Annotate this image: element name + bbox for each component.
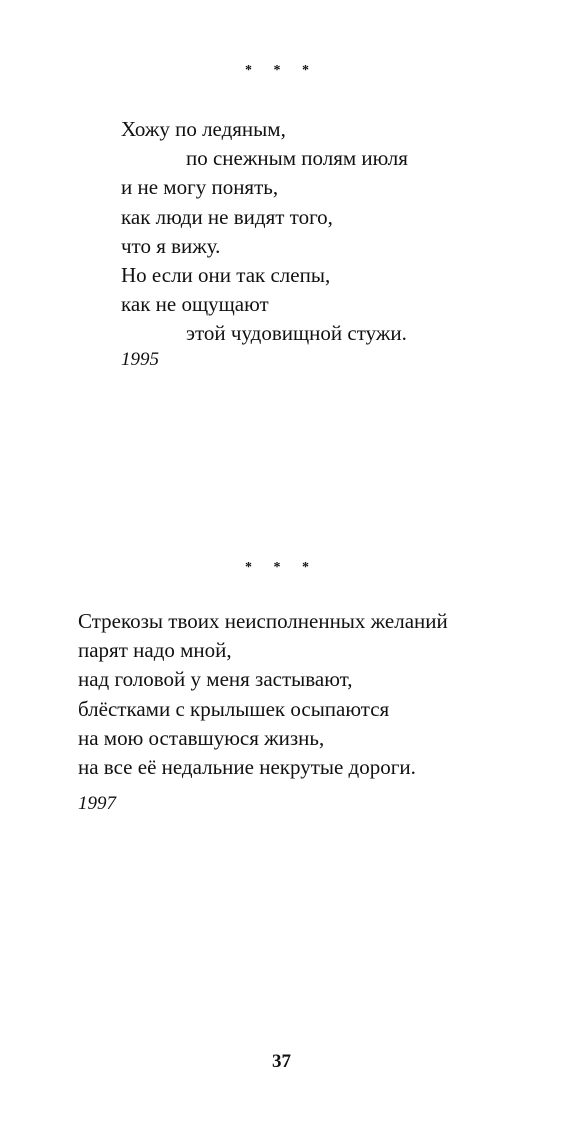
poem-1-line-4: как люди не видят того, bbox=[121, 204, 333, 229]
poem-2-line-1: Стрекозы твоих неисполненных желаний bbox=[78, 609, 448, 633]
poem-1-line-7: как не ощущают bbox=[121, 292, 269, 317]
poem-2-year: 1997 bbox=[78, 793, 116, 814]
poem-2-divider: * * * bbox=[245, 560, 318, 575]
poem-2 bbox=[78, 607, 448, 782]
poem-1-line-8: этой чудовищной стужи. bbox=[186, 321, 407, 346]
poem-1-line-6: Но если они так слепы, bbox=[121, 263, 331, 288]
poem-1-line-3: и не могу понять, bbox=[121, 175, 279, 200]
poem-2-line-5: на мою оставшуюся жизнь, bbox=[78, 725, 325, 750]
page-number: 37 bbox=[272, 1051, 291, 1072]
poem-2-line-4: блёстками с крылышек осыпаются bbox=[78, 696, 390, 721]
poem-1 bbox=[121, 115, 408, 349]
poem-2-line-3: над головой у меня застывают, bbox=[78, 667, 353, 692]
poem-1-line-5: что я вижу. bbox=[121, 233, 221, 258]
poem-1-line-2: по снежным полям июля bbox=[186, 146, 408, 171]
poem-1-line-1: Хожу по ледяным, bbox=[121, 117, 286, 141]
poem-1-divider: * * * bbox=[245, 63, 318, 78]
poem-1-year: 1995 bbox=[121, 349, 159, 370]
poem-2-line-6: на все её недальние некрутые дороги. bbox=[78, 755, 416, 780]
poem-2-line-2: парят надо мной, bbox=[78, 638, 232, 663]
